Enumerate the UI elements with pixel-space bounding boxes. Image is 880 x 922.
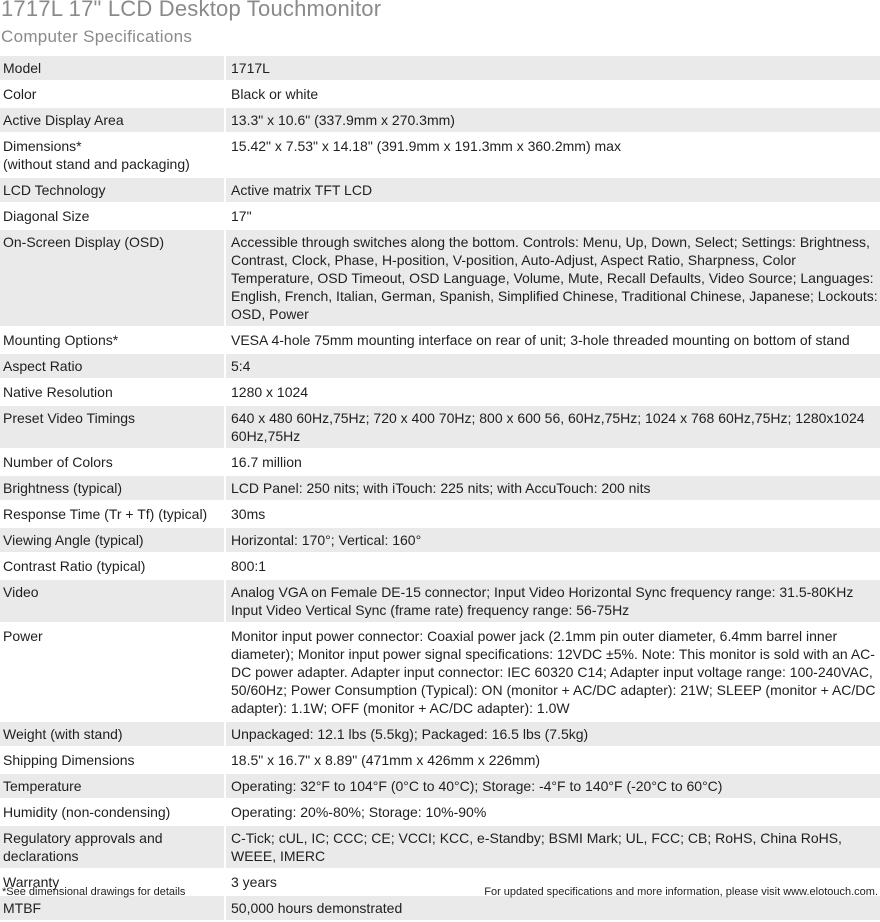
spec-label: Preset Video Timings [3,410,136,426]
spec-label-cell [0,475,225,501]
spec-value: VESA 4-hole 75mm mounting interface on rear of unit; 3-hole threaded mounting on bottom of stand [225,327,880,353]
spec-label: Mounting Options* [3,332,119,348]
spec-value: LCD Panel: 250 nits; with iTouch: 225 nits; with AccuTouch: 200 nits [225,475,880,501]
spec-label-cell [0,579,225,623]
spec-row [0,379,880,405]
spec-value: Active matrix TFT LCD [225,177,880,203]
spec-label-cell [0,379,225,405]
spec-label-cell [0,177,225,203]
spec-row [0,229,880,327]
spec-label-cell [0,203,225,229]
spec-label: Native Resolution [3,384,113,400]
spec-label-cell [0,229,225,327]
spec-row [0,799,880,825]
spec-row [0,449,880,475]
spec-label: Humidity (non-condensing) [3,804,171,820]
spec-value: Accessible through switches along the bottom. Controls: Menu, Up, Down, Select; Settings: Brightness, Contrast, Clock, Phase, H-position, V-position, Auto-Adjust, Aspect Ratio, Sharpness, Color Temperature, OSD Timeout, OSD Language, Volume, Mute, Recall Defaults, Video Source; Languages: English, French, Italian, German, Spanish, Simplified Chinese, Traditional Chinese, Japanese; Lockouts: OSD, Power [225,229,880,327]
spec-value: Unpackaged: 12.1 lbs (5.5kg); Packaged: 16.5 lbs (7.5kg) [225,721,880,747]
spec-row [0,623,880,721]
spec-label-cell [0,133,225,177]
spec-label: Brightness (typical) [3,480,123,496]
spec-value: 5:4 [225,353,880,379]
spec-row [0,133,880,177]
spec-row [0,353,880,379]
spec-label: MTBF [3,900,42,916]
spec-value: 50,000 hours demonstrated [225,895,880,921]
spec-label-cell [0,56,225,81]
spec-value: C-Tick; cUL, IC; CCC; CE; VCCI; KCC, e-Standby; BSMI Mark; UL, FCC; CB; RoHS, China RoHS, WEEE, IMERC [225,825,880,869]
specifications-table [0,56,880,922]
spec-label-cell [0,327,225,353]
spec-label: Temperature [3,778,82,794]
document-subtitle: Computer Specifications [1,27,193,46]
spec-label-note: (without stand and packaging) [3,156,190,172]
spec-value: 15.42" x 7.53" x 14.18" (391.9mm x 191.3mm x 360.2mm) max [225,133,880,177]
spec-label-cell [0,553,225,579]
spec-label-cell [0,353,225,379]
spec-label: Color [3,86,37,102]
spec-value: 18.5" x 16.7" x 8.89" (471mm x 426mm x 226mm) [225,747,880,773]
spec-label-cell [0,825,225,869]
spec-label-cell [0,623,225,721]
spec-label-cell [0,107,225,133]
spec-value: Analog VGA on Female DE-15 connector; Input Video Horizontal Sync frequency range: 31.5-80KHz Input Video Vertical Sync (frame rate) frequency range: 56-75Hz [225,579,880,623]
spec-row [0,81,880,107]
spec-row [0,773,880,799]
spec-label-cell [0,721,225,747]
spec-label: LCD Technology [3,182,106,198]
spec-row [0,327,880,353]
spec-value: Black or white [225,81,880,107]
spec-label: Video [3,584,39,600]
spec-label-cell [0,405,225,449]
spec-value: Horizontal: 170°; Vertical: 160° [225,527,880,553]
spec-value: Operating: 20%-80%; Storage: 10%-90% [225,799,880,825]
spec-label: Power [3,628,43,644]
spec-row [0,579,880,623]
spec-label-cell [0,449,225,475]
spec-value: 30ms [225,501,880,527]
spec-label-cell [0,747,225,773]
document-header [0,0,880,49]
spec-row [0,475,880,501]
spec-value: Monitor input power connector: Coaxial power jack (2.1mm pin outer diameter, 6.4mm barrel inner diameter); Monitor input power signal specifications: 12VDC ±5%. Note: This monitor is sold with an AC-DC power adapter. Adapter input connector: IEC 60320 C14; Adapter input voltage range: 100-240VAC, 50/60Hz; Power Consumption (Typical): ON (monitor + AC/DC adapter): 21W; SLEEP (monitor + AC/DC adapter): 1.1W; OFF (monitor + AC/DC adapter): 1.0W [225,623,880,721]
spec-row [0,721,880,747]
spec-value: Operating: 32°F to 104°F (0°C to 40°C); Storage: -4°F to 140°F (-20°C to 60°C) [225,773,880,799]
spec-label: Response Time (Tr + Tf) (typical) [3,506,208,522]
spec-row [0,527,880,553]
spec-value: 13.3" x 10.6" (337.9mm x 270.3mm) [225,107,880,133]
spec-value: 640 x 480 60Hz,75Hz; 720 x 400 70Hz; 800 x 600 56, 60Hz,75Hz; 1024 x 768 60Hz,75Hz; 1280x1024 60Hz,75Hz [225,405,880,449]
spec-label: Shipping Dimensions [3,752,135,768]
spec-label: Active Display Area [3,112,124,128]
spec-value: 16.7 million [225,449,880,475]
spec-label: Weight (with stand) [3,726,123,742]
spec-value: 1717L [225,56,880,81]
spec-row [0,177,880,203]
spec-value: 1280 x 1024 [225,379,880,405]
spec-label: Viewing Angle (typical) [3,532,144,548]
spec-label-cell [0,527,225,553]
spec-row [0,553,880,579]
spec-row [0,56,880,81]
spec-label: Dimensions* [3,138,82,154]
spec-label-cell [0,501,225,527]
spec-label: Number of Colors [3,454,113,470]
spec-value: 3 years [225,869,880,895]
spec-label-cell [0,81,225,107]
spec-label-cell [0,773,225,799]
website-note: For updated specifications and more information, please visit www.elotouch.com. [484,886,878,898]
footnote: *See dimensional drawings for details [2,886,186,898]
spec-label: On-Screen Display (OSD) [3,234,165,250]
spec-row [0,203,880,229]
spec-row [0,747,880,773]
spec-label: Warranty [3,874,60,890]
spec-label: Model [3,60,42,76]
spec-value: 800:1 [225,553,880,579]
spec-row [0,825,880,869]
spec-value: 17" [225,203,880,229]
document-title: 1717L 17" LCD Desktop Touchmonitor [1,0,382,21]
specifications-table-body [0,56,880,921]
spec-label-cell [0,799,225,825]
spec-label: Regulatory approvals and declarations [3,830,163,864]
spec-row [0,405,880,449]
spec-row [0,501,880,527]
spec-label: Aspect Ratio [3,358,83,374]
spec-row [0,107,880,133]
spec-label: Diagonal Size [3,208,90,224]
spec-label: Contrast Ratio (typical) [3,558,146,574]
